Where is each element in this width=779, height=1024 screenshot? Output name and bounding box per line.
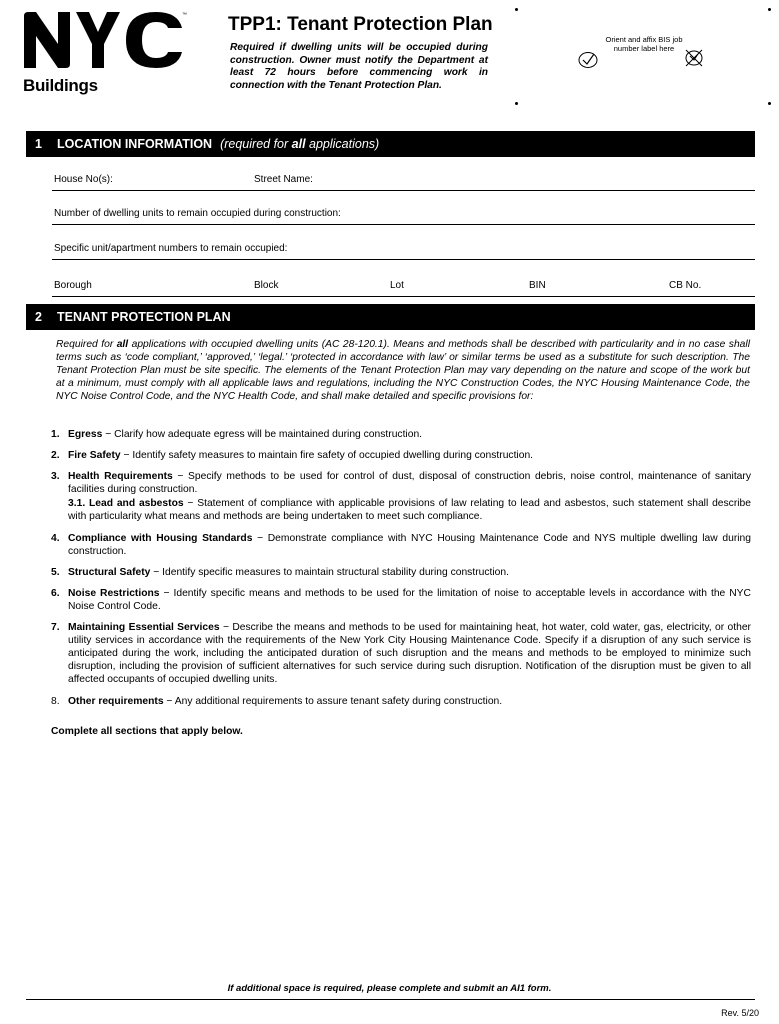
crossed-circle-icon [684, 48, 704, 73]
orient-label-note: Orient and affix BIS job number label here [605, 35, 683, 53]
footer-divider [26, 999, 755, 1000]
list-item: 2. Fire Safety − Identify safety measures to maintain fire safety of occupied dwelling during construction. [51, 450, 534, 462]
sub-item: 3.1. Lead and asbestos − Statement of compliance with applicable provisions of law relating to lead and asbestos, such statement shall describe with particularity what means and methods are being undertaken to meet such compliance. [68, 498, 751, 523]
registration-dot [768, 8, 771, 11]
nyc-buildings-logo [22, 10, 190, 95]
list-item: 4. Compliance with Housing Standards − Demonstrate compliance with NYC Housing Maintenance Code and NYS multiple dwelling law during construction. [51, 532, 751, 557]
list-item: 3. Health Requirements − Specify methods to be used for control of dust, disposal of construction debris, noise control, maintenance of sanitary facilities during construction. 3.1. Lead and asbestos − Statement of compliance with applicable provisions of law relating to lead and asbestos, such statement shall describe with particularity what means and methods are being undertaken to meet such compliance. [51, 471, 751, 523]
form-subtitle: Required if dwelling units will be occupied during construction. Owner must notify the Department at least 72 hours before commencing work in connection with the Tenant Protection Plan. [230, 42, 488, 91]
borough-field[interactable]: Borough [54, 280, 92, 291]
revision-label: Rev. 5/20 [721, 1008, 759, 1018]
section-2-header [26, 304, 755, 330]
list-item: 1. Egress − Clarify how adequate egress will be maintained during construction. [51, 429, 423, 440]
registration-dot [768, 102, 771, 105]
svg-text:™: ™ [182, 12, 187, 18]
nyc-logo-mark [22, 10, 190, 70]
section-number: 2 [35, 310, 42, 324]
complete-sections-note: Complete all sections that apply below. [51, 726, 243, 737]
section-title: LOCATION INFORMATION [57, 137, 213, 151]
section-2-intro: Required for all applications with occupied dwelling units (AC 28-120.1). Means and methods shall be described with particularity and in no case shall terms such as ‘code compliant,’ ‘approved,’ ‘legal.’ ‘protected in accordance with law’ or similar terms be used as a substitute for such description. The Tenant Protection Plan must be site specific. The elements of the Tenant Protection Plan may vary depending on the nature and scope of the work but at a minimum, must comply with all applicable laws and regulations, including the NYC Construction Codes, the NYC Housing Maintenance Code, the NYC Noise Control Code, and the NYC Health Code, and shall make detailed and specific provisions for: [56, 339, 750, 403]
section-1-header [26, 131, 755, 157]
requirements-list [51, 428, 751, 716]
form-title: TPP1: Tenant Protection Plan [228, 14, 493, 35]
street-name-field[interactable]: Street Name: [254, 174, 313, 185]
list-item: 6. Noise Restrictions − Identify specific means and methods to be used for the limitation of noise to acceptable levels in accordance with the NYC Noise Control Code. [51, 587, 751, 612]
registration-dot [515, 8, 518, 11]
property-id-row [52, 280, 755, 297]
block-field[interactable]: Block [254, 280, 279, 291]
section-number: 1 [35, 137, 42, 151]
address-row [52, 174, 755, 191]
lot-field[interactable]: Lot [390, 280, 404, 291]
bin-field[interactable]: BIN [529, 280, 546, 291]
dwelling-units-field[interactable]: Number of dwelling units to remain occupied during construction: [54, 208, 341, 219]
section-note: (required for all applications) [220, 137, 380, 151]
cb-no-field[interactable]: CB No. [669, 280, 702, 291]
list-item: 7. Maintaining Essential Services − Describe the means and methods to be used for maintaining heat, hot water, cold water, gas, electricity, or other utility services in accordance with the requirements of the New York City Housing Maintenance Code. Specify if a disruption of any such service is anticipated during the work, including the anticipated duration of such disruption and the means and methods to be employed to minimize such disruption, including the provision of sufficient alternatives for such service during such disruption. Notification of the disruption must be given to all affected occupants of occupied dwelling units. [51, 622, 751, 686]
list-item: 5. Structural Safety − Identify specific measures to maintain structural stability during construction. [51, 566, 509, 578]
section-title: TENANT PROTECTION PLAN [57, 310, 231, 324]
dwelling-units-row [52, 208, 755, 225]
unit-numbers-row [52, 243, 755, 260]
registration-dot [515, 102, 518, 105]
additional-space-note: If additional space is required, please complete and submit an AI1 form. [227, 983, 552, 994]
unit-numbers-field[interactable]: Specific unit/apartment numbers to remain occupied: [54, 243, 288, 254]
list-item: 8. Other requirements − Any additional requirements to assure tenant safety during construction. [51, 695, 503, 707]
logo-buildings-text: Buildings [23, 76, 98, 95]
check-circle-icon [578, 50, 598, 75]
house-no-field[interactable]: House No(s): [54, 174, 113, 185]
